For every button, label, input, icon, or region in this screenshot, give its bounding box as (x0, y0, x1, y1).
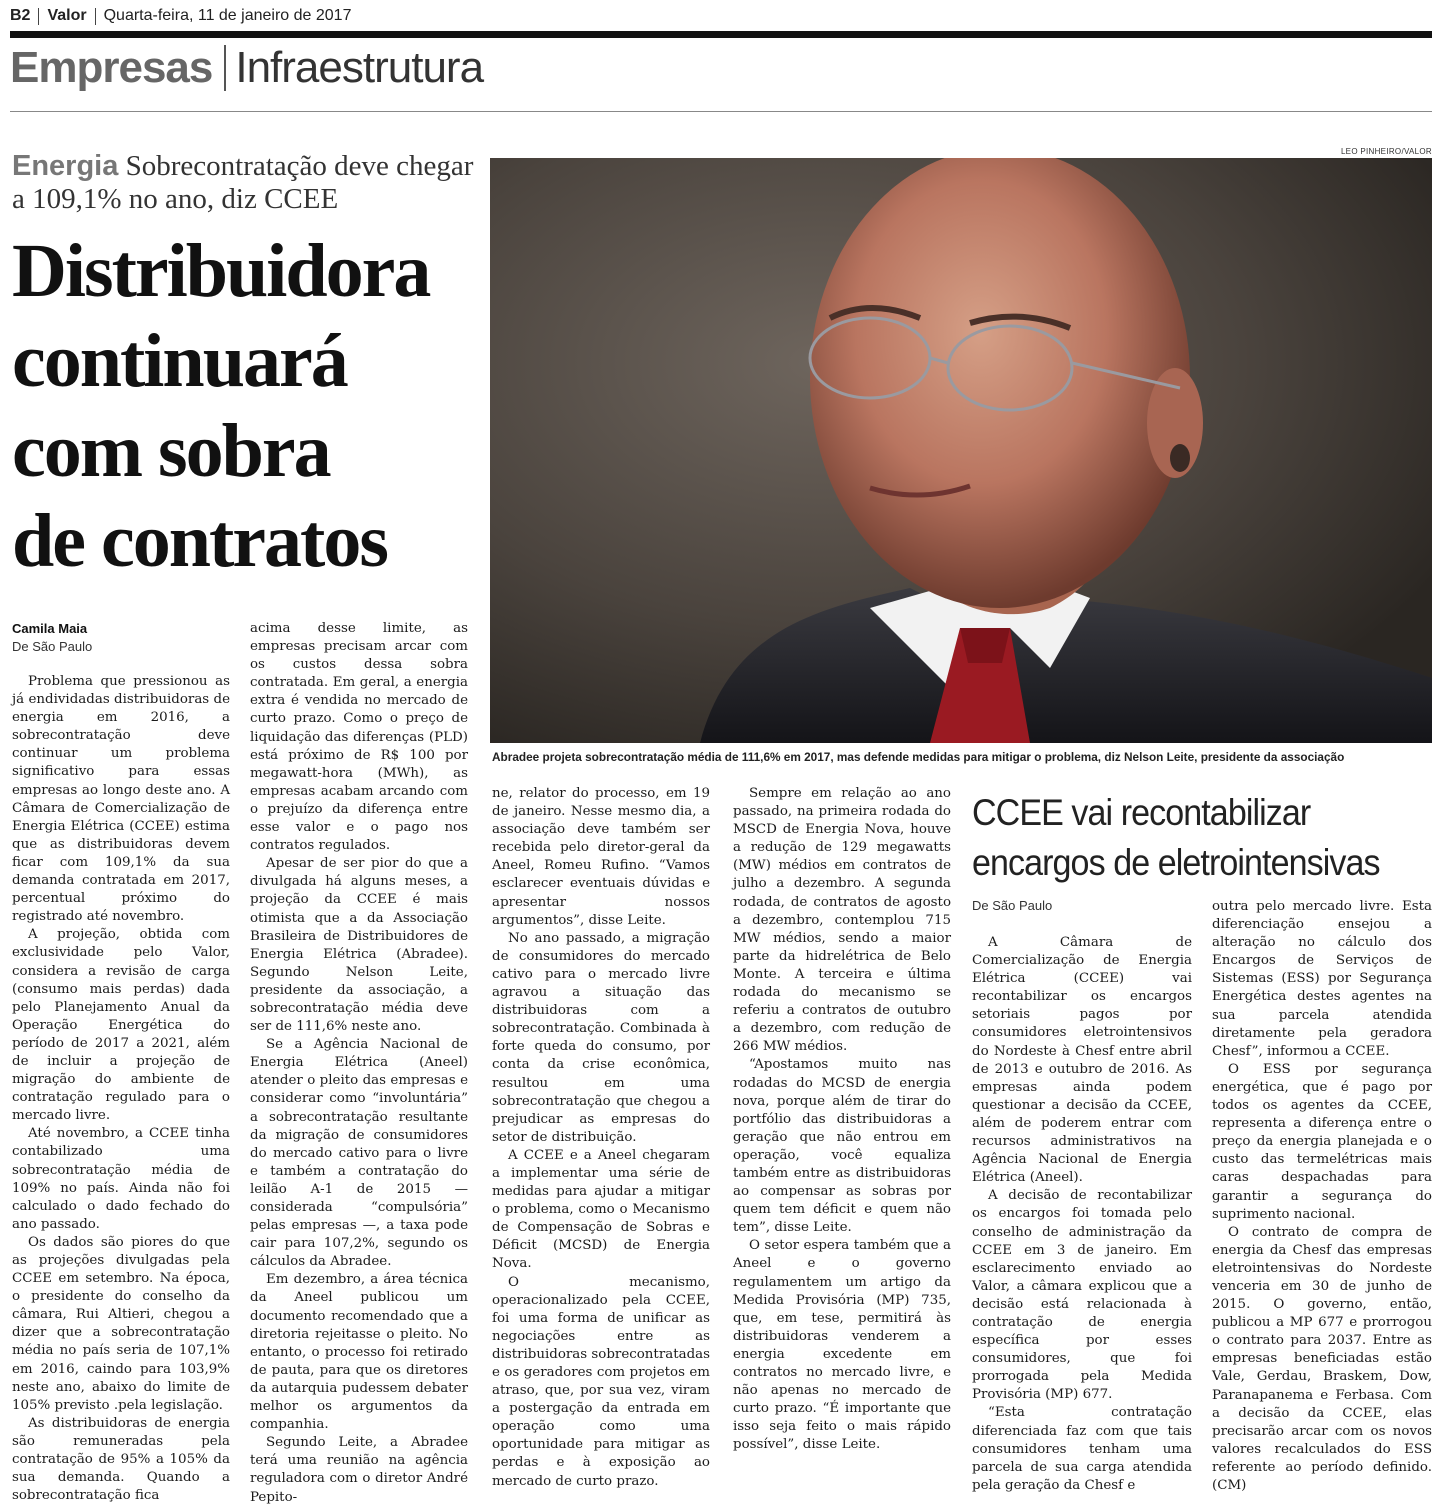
article-kicker (12, 150, 482, 216)
article-column-4 (733, 785, 951, 1454)
paragraph: acima desse limite, as empresas precisam arcar com os custos dessa sobra contratada. Em geral, a energia extra é vendida no mercado de curto prazo. Como o preço de liquidação das diferenças (PLD) está próximo de R$ 100 por megawatt-hora (MWh), as empresas acabam arcando com o prejuízo da diferença entre esse valor e o pago nos contratos regulados. (250, 621, 468, 854)
article-headline (12, 226, 482, 586)
paragraph: Se a Agência Nacional de Energia Elétrica (Aneel) atender o pleito das empresas e considerar como “involuntária” a sobrecontratação resultante da migração de consumidores do mercado cativo para o livre e também a contratação do leilão A-1 de 2015 — considerada “compulsória” pelas empresas —, a taxa pode cair para 107,2%, segundo os cálculos da Abradee. (250, 1037, 468, 1270)
sidebar-headline-line: CCEE vai recontabilizar (972, 792, 1311, 833)
paragraph: O mecanismo, operacionalizado pela CCEE, foi uma forma de unificar as negociações entre as distribuidoras sobrecontratadas e os geradores com projetos em atraso, que, por sua vez, viram a postergação da entrada em operação como uma oportunidade para mitigar as perdas e à exposição ao mercado de curto prazo. (492, 1274, 710, 1489)
brand-name: Valor (47, 7, 87, 24)
paragraph: Os dados são piores do que as projeções divulgadas pela CCEE em setembro. Na época, o presidente do conselho da câmara, Rui Altieri, chegou a dizer que a sobrecontratação média no país seria de 107,1% em 2016, caindo para 103,9% neste ano, abaixo do limite de 105% previsto .pela legislação. (12, 1234, 230, 1413)
paragraph: “Esta contratação diferenciada faz com que tais consumidores tenham uma parcela de sua carga atendida pela geração da Chesf e (972, 1405, 1192, 1493)
portrait-photo (490, 158, 1432, 743)
headline-line: de contratos (12, 499, 387, 583)
header-divider (38, 8, 39, 25)
kicker-text: Sobrecontratação deve chegar a 109,1% no ano, diz CCEE (12, 150, 474, 215)
paragraph: Segundo Leite, a Abradee terá uma reunião na agência reguladora com o diretor André Pepito- (250, 1435, 468, 1505)
subsection-title: Infraestrutura (235, 43, 484, 92)
paragraph: “Apostamos muito nas rodadas do MCSD de energia nova, porque além de tirar do portfólio das distribuidoras a geração que não entrou em operação, você equaliza também entre as distribuidoras ao compensar as sobras por quem tem déficit e quem não tem”, disse Leite. (733, 1057, 951, 1236)
paragraph: ne, relator do processo, em 19 de janeiro. Nesse mesmo dia, a associação deve também ser recebida pelo diretor-geral da Aneel, Romeu Rufino. “Vamos esclarecer eventuais dúvidas e apresentar nossos argumentos”, disse Leite. (492, 786, 710, 928)
section-title: Empresas (10, 43, 213, 92)
headline-line: com sobra (12, 409, 330, 493)
author-name: Camila Maia (12, 621, 88, 636)
section-header (10, 40, 483, 96)
paragraph: O contrato de compra de energia da Chesf das empresas eletrointensivas do Nordeste venceria em 30 de junho de 2015. O governo, então, publicou a MP 677 e prorrogou o contrato para 2037. Entre as empresas beneficiadas estão Vale, Gerdau, Braskem, Dow, Paranapanema e Ferbasa. Com a decisão da CCEE, elas precisarão arcar com os novos valores recalculados do ESS referente ao período definido. (CM) (1212, 1224, 1432, 1493)
running-header (10, 4, 351, 28)
paragraph: Até novembro, a CCEE tinha contabilizado uma sobrecontratação média de 109% no país. Ainda não foi calculado o dado fechado do ano passado. (12, 1126, 230, 1232)
sidebar-byline: De São Paulo (972, 898, 1053, 913)
article-column-1 (12, 673, 230, 1505)
article-column-3 (492, 785, 710, 1491)
section-rule (10, 111, 1432, 112)
photo-credit: LEO PINHEIRO/VALOR (1340, 147, 1432, 156)
paragraph: outra pelo mercado livre. Esta diferenciação ensejou a alteração no cálculo dos Encargos de Serviços de Sistemas (ESS) por Segurança Energética destes agentes na sua parcela atendida diretamente pela geradora Chesf”, informou a CCEE. (1212, 899, 1432, 1059)
paragraph: A CCEE e a Aneel chegaram a implementar uma série de medidas para ajudar a mitigar o problema, como o Mecanismo de Compensação de Sobras e Déficit (MCSD) de Energia Nova. (492, 1147, 710, 1272)
photo-caption: Abradee projeta sobrecontratação média de 111,6% em 2017, mas defende medidas para mitigar o problema, diz Nelson Leite, presidente da associação (492, 750, 1345, 764)
paragraph: As distribuidoras de energia são remuneradas pela contratação de 95% a 105% da sua demanda. Quando a sobrecontratação fica (12, 1415, 230, 1504)
article-photo (490, 158, 1432, 743)
author-place: De São Paulo (12, 639, 93, 654)
paragraph: A decisão de recontabilizar os encargos foi tomada pelo conselho de administração da CCEE em 3 de janeiro. Em esclarecimento enviado ao Valor, a câmara explicou que a decisão está relacionada à contratação de energia específica por esses consumidores, que foi prorrogada pela Medida Provisória (MP) 677. (972, 1188, 1192, 1403)
headline-line: Distribuidora (12, 229, 430, 313)
sidebar-headline (972, 788, 1404, 888)
article-byline (12, 620, 92, 656)
edition-date: Quarta-feira, 11 de janeiro de 2017 (103, 7, 352, 24)
sidebar-column-1 (972, 934, 1192, 1495)
header-divider (95, 8, 96, 25)
paragraph: No ano passado, a migração de consumidores do mercado cativo para o mercado livre agravou a situação das distribuidoras com a sobrecontratação. Combinada à forte queda do consumo, por conta da crise econômica, resultou em uma sobrecontratação que chegou a prejudicar as empresas do setor de distribuição. (492, 930, 710, 1145)
paragraph: O setor espera também que a Aneel e o governo regulamentem um artigo da Medida Provisória (MP) 735, que, em tese, permitirá às distribuidoras venderem a energia excedente em contratos no mercado livre, e não apenas no mercado de curto prazo. “É importante que isso seja feito o mais rápido possível”, disse Leite. (733, 1238, 951, 1453)
sidebar-headline-line: encargos de eletrointensivas (972, 842, 1380, 883)
top-rule (10, 31, 1432, 38)
sidebar-column-2 (1212, 898, 1432, 1495)
kicker-tag: Energia (12, 150, 119, 182)
paragraph: Sempre em relação ao ano passado, na primeira rodada do MSCD de Energia Nova, houve a redução de 129 megawatts (MW) médios em contratos de julho a dezembro. A segunda rodada, de contratos de agosto a dezembro, contemplou 715 MW médios, sendo a maior parte da hidrelétrica de Belo Monte. A terceira e última rodada do mecanismo se referiu a contratos de outubro a dezembro, com redução de 266 MW médios. (733, 786, 951, 1055)
paragraph: Apesar de ser pior do que a divulgada há alguns meses, a projeção da CCEE é mais otimista que a da Associação Brasileira de Distribuidores de Energia Elétrica (Abradee). Segundo Nelson Leite, presidente da associação, a sobrecontratação média deve ser de 111,6% neste ano. (250, 856, 468, 1035)
paragraph: Em dezembro, a área técnica da Aneel publicou um documento recomendado que a diretoria rejeitasse o pleito. No entanto, o processo foi retirado de pauta, para que os diretores da autarquia pudessem debater melhor os argumentos da companhia. (250, 1272, 468, 1433)
paragraph: O ESS por segurança energética, que é pago por todos os agentes da CCEE, representa a diferença entre o preço da energia planejada e o custo das termelétricas mais caras despachadas para garantir a segurança do suprimento nacional. (1212, 1061, 1432, 1222)
section-divider (224, 45, 226, 91)
article-column-2 (250, 620, 468, 1507)
headline-line: continuará (12, 319, 347, 403)
page-number: B2 (10, 7, 31, 24)
paragraph: A Câmara de Comercialização de Energia Elétrica (CCEE) vai recontabilizar os encargos setoriais pagos por consumidores eletrointensivos do Nordeste à Chesf entre abril de 2013 e outubro de 2016. As empresas ainda podem questionar a decisão da CCEE, além de poderem entrar com recursos administrativos na Agência Nacional de Energia Elétrica (Aneel). (972, 935, 1192, 1186)
paragraph: A projeção, obtida com exclusividade pelo Valor, considera a revisão de carga (consumo mais perdas) dada pelo Planejamento Anual da Operação Energética do período de 2017 a 2021, além de incluir a projeção de migração do ambiente de contratação regulado para o mercado livre. (12, 927, 230, 1124)
paragraph: Problema que pressionou as já endividadas distribuidoras de energia em 2016, a sobrecontratação deve continuar um problema significativo para essas empresas ao longo deste ano. A Câmara de Comercialização de Energia Elétrica (CCEE) estima que as distribuidoras devem ficar com 109,1% da sua demanda contratada em 2017, percentual próximo do registrado até novembro. (12, 674, 230, 925)
